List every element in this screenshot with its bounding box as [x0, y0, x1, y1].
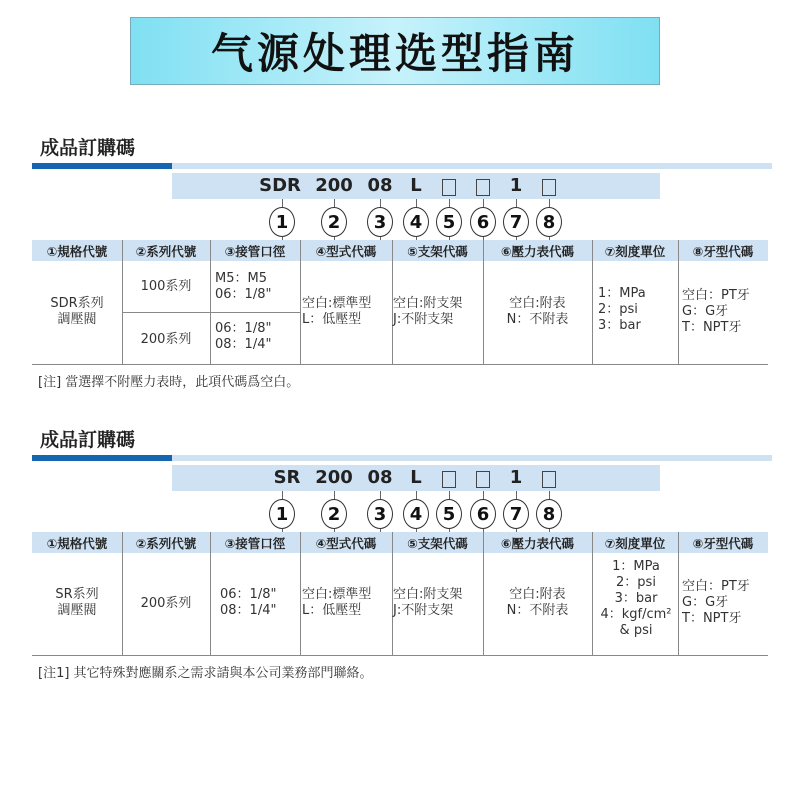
code-segment: 08: [367, 175, 393, 196]
table-bottom-border: [32, 364, 768, 365]
table-header-cell: ②系列代號: [135, 243, 197, 259]
table-note: [注] 當選擇不附壓力表時，此項代碼爲空白。: [38, 375, 300, 390]
type-cell: [302, 587, 371, 619]
type-cell: [302, 296, 371, 328]
column-divider: [678, 532, 679, 655]
table-header-cell: ④型式代碼: [315, 243, 377, 259]
position-number-circle: 4: [403, 207, 429, 237]
unit-cell-line: 3：bar: [614, 591, 658, 606]
code-segment: L: [410, 467, 422, 488]
table-header-cell: ③接管口徑: [224, 243, 286, 259]
table-header-cell: ①規格代號: [46, 535, 108, 551]
position-number-circle: 8: [536, 499, 562, 529]
spec-cell-line: SDR系列: [50, 295, 104, 311]
table-header-cell: ⑥壓力表代碼: [500, 243, 575, 259]
position-number-circle: 6: [470, 499, 496, 529]
code-segment: SR: [273, 467, 301, 488]
table-header-cell: ②系列代號: [135, 535, 197, 551]
unit-cell-line: 1：MPa: [598, 285, 646, 301]
column-divider: [300, 240, 301, 364]
position-number-circle: 7: [503, 207, 529, 237]
position-number-circle: 5: [436, 499, 462, 529]
gauge-cell-line: 空白:附表: [509, 295, 566, 311]
bracket-cell-line: J:不附支架: [393, 311, 454, 327]
unit-cell: [594, 559, 678, 639]
unit-cell-line: 1：MPa: [612, 559, 660, 574]
port-cell-line: 06：1/8": [215, 287, 272, 302]
bracket-cell-line: J:不附支架: [393, 603, 454, 618]
title-underline: [172, 455, 772, 461]
column-divider: [592, 240, 593, 364]
table-header-cell: ⑦刻度單位: [604, 243, 666, 259]
unit-cell: [594, 286, 682, 334]
bracket-cell-line: 空白:附支架: [393, 587, 463, 602]
type-cell-line: L：低壓型: [302, 603, 362, 618]
order-code-section-sdr: [0, 133, 800, 423]
column-divider: [300, 532, 301, 655]
position-number-circle: 4: [403, 499, 429, 529]
code-placeholder-box: [442, 179, 456, 196]
gauge-cell-line: N：不附表: [506, 603, 569, 618]
column-divider: [122, 532, 123, 655]
table-header-cell: ①規格代號: [46, 243, 108, 259]
thread-cell: [682, 288, 750, 336]
bracket-cell: [393, 296, 462, 328]
position-number-circle: 5: [436, 207, 462, 237]
column-divider: [210, 240, 211, 364]
thread-cell-line: T：NPT牙: [682, 319, 742, 335]
row-divider: [122, 312, 300, 313]
column-divider: [592, 532, 593, 655]
table-header-cell: ⑥壓力表代碼: [500, 535, 575, 551]
position-number-circle: 3: [367, 499, 393, 529]
port-cell-line: 06：1/8": [215, 321, 272, 336]
thread-cell-line: 空白：PT牙: [682, 579, 750, 594]
spec-cell-line: 調壓閥: [57, 603, 97, 618]
thread-cell-line: G：G牙: [682, 303, 729, 319]
code-placeholder-box: [442, 471, 456, 488]
port-cell: [215, 321, 271, 353]
position-number-circle: 6: [470, 207, 496, 237]
series-cell: 200系列: [140, 596, 192, 611]
code-segment: SDR: [259, 175, 301, 196]
position-number-circle: 2: [321, 207, 347, 237]
position-number-circle: 2: [321, 499, 347, 529]
type-cell-line: 空白:標準型: [302, 295, 372, 311]
position-number-circle: 1: [269, 499, 295, 529]
table-header-cell: ④型式代碼: [315, 535, 377, 551]
code-placeholder-box: [542, 179, 556, 196]
section-title: 成品訂購碼: [40, 137, 136, 159]
gauge-cell-line: N：不附表: [506, 311, 569, 327]
code-segment: 200: [315, 175, 353, 196]
table-bottom-border: [32, 655, 768, 656]
series-cell: 100系列: [140, 279, 192, 294]
title-underline: [172, 163, 772, 169]
port-cell-line: M5：M5: [215, 271, 267, 286]
port-cell-line: 06：1/8": [220, 587, 277, 602]
type-cell-line: L：低壓型: [302, 311, 362, 327]
banner-title: 气源处理选型指南: [210, 29, 579, 78]
code-placeholder-box: [476, 179, 490, 196]
code-segment: 1: [509, 175, 523, 196]
unit-cell-line: 2：psi: [598, 301, 638, 317]
thread-cell-line: T：NPT牙: [682, 611, 742, 626]
column-divider: [210, 532, 211, 655]
spec-cell-line: 調壓閥: [57, 311, 97, 327]
unit-cell-line: 2：psi: [616, 575, 656, 590]
thread-cell-line: G：G牙: [682, 595, 729, 610]
table-header-cell: ⑤支架代碼: [407, 535, 468, 551]
bracket-cell: [393, 587, 462, 619]
bracket-cell-line: 空白:附支架: [393, 295, 463, 311]
title-underline-accent: [32, 163, 172, 169]
position-number-circle: 3: [367, 207, 393, 237]
thread-cell: [682, 579, 750, 627]
position-number-circle: 8: [536, 207, 562, 237]
title-banner: [130, 17, 660, 85]
code-segment: 08: [367, 467, 393, 488]
spec-cell: [32, 296, 122, 328]
gauge-cell: [483, 296, 592, 328]
gauge-cell: [483, 587, 592, 619]
code-placeholder-box: [542, 471, 556, 488]
title-underline-accent: [32, 455, 172, 461]
position-number-circle: 1: [269, 207, 295, 237]
port-cell: [215, 271, 271, 303]
table-header-cell: ⑤支架代碼: [407, 243, 468, 259]
order-code-section-sr: [0, 425, 800, 715]
table-header-cell: ⑧牙型代碼: [692, 535, 754, 551]
port-cell-line: 08：1/4": [215, 337, 272, 352]
position-number-circle: 7: [503, 499, 529, 529]
code-segment: L: [410, 175, 422, 196]
thread-cell-line: 空白：PT牙: [682, 287, 750, 303]
unit-cell-line: 3：bar: [598, 317, 641, 333]
port-cell-line: 08：1/4": [220, 603, 277, 618]
unit-cell-line: & psi: [619, 623, 653, 638]
unit-cell-line: 4：kgf/cm²: [600, 607, 672, 622]
code-segment: 200: [315, 467, 353, 488]
series-cell: 200系列: [140, 332, 192, 347]
gauge-cell-line: 空白:附表: [509, 587, 566, 602]
table-header-cell: ⑧牙型代碼: [692, 243, 754, 259]
code-placeholder-box: [476, 471, 490, 488]
spec-cell: [32, 587, 122, 619]
port-cell: [220, 587, 276, 619]
code-segment: 1: [509, 467, 523, 488]
table-header-cell: ③接管口徑: [224, 535, 286, 551]
type-cell-line: 空白:標準型: [302, 587, 372, 602]
spec-cell-line: SR系列: [55, 587, 99, 602]
table-note: [注1] 其它特殊對應關系之需求請與本公司業務部門聯絡。: [38, 666, 373, 681]
table-header-cell: ⑦刻度單位: [604, 535, 666, 551]
section-title: 成品訂購碼: [40, 429, 136, 451]
